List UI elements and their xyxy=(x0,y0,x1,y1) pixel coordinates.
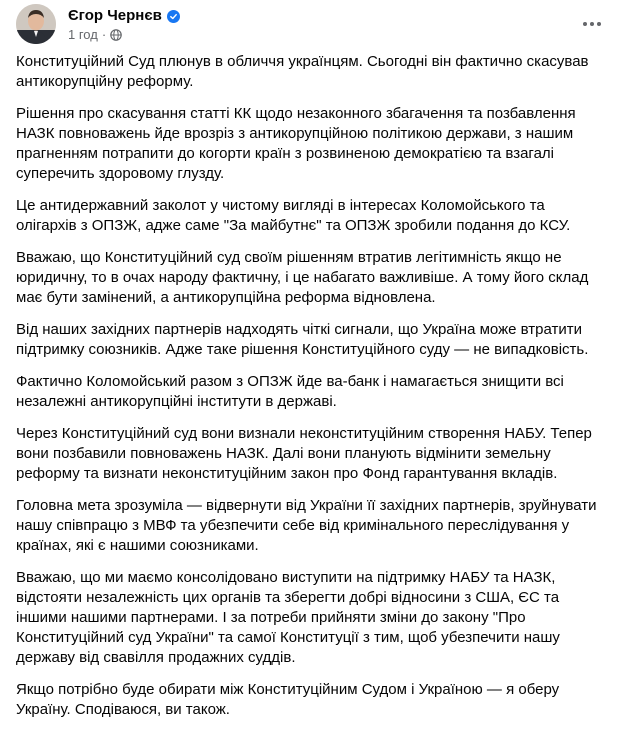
author-name[interactable]: Єгор Чернєв xyxy=(68,7,162,24)
globe-icon[interactable] xyxy=(110,29,122,41)
post-paragraph: Фактично Коломойський разом з ОПЗЖ йде ва-банк і намагається знищити всі незалежні антикорупційні інститути в державі. xyxy=(16,373,564,410)
avatar-image xyxy=(16,4,56,44)
author-row xyxy=(68,7,180,25)
meta-separator: · xyxy=(101,27,107,42)
post-paragraph: Головна мета зрозуміла — відвернути від України її західних партнерів, зруйнувати нашу співпрацю з МВФ та убезпечити себе від кримінального переслідування у країнах, які є нашими союзниками. xyxy=(16,497,597,554)
post-meta xyxy=(68,27,122,43)
post-paragraph: Від наших західних партнерів надходять чіткі сигнали, що Україна може втратити підтримку союзників. Адже таке рішення Конституційного суду — не випадковість. xyxy=(16,321,589,358)
post-paragraph: Через Конституційний суд вони визнали неконституційним створення НАБУ. Тепер вони позбавили повноважень НАЗК. Далі вони планують відмінити земельну реформу та визнати неконституційним закон про Фонд гарантування вкладів. xyxy=(16,425,592,482)
post-text xyxy=(16,52,606,732)
more-options-button[interactable] xyxy=(576,8,608,40)
avatar[interactable] xyxy=(16,4,56,44)
post-paragraph: Конституційний Суд плюнув в обличчя українцям. Сьогодні він фактично скасував антикорупційну реформу. xyxy=(16,53,589,90)
post-paragraph: Вважаю, що Конституційний суд своїм рішенням втратив легітимність якщо не юридичну, то в очах народу фактичну, і це набагато важливіше. А тому його склад має бути замінений, а антикорупційна реформа відновлена. xyxy=(16,249,589,306)
post-paragraph: Рішення про скасування статті КК щодо незаконного збагачення та позбавлення НАЗК повноважень йде врозріз з антикорупційною політикою держави, з нашим прагненням потрапити до когорти країн з розвиненою демократією та взагалі суперечить здоровому глузду. xyxy=(16,105,576,182)
post-header xyxy=(0,0,618,50)
post-paragraph: Це антидержавний заколот у чистому вигляді в інтересах Коломойського та олігархів з ОПЗЖ, адже саме "За майбутнє" та ОПЗЖ зробили подання до КСУ. xyxy=(16,197,571,234)
post-paragraph: Вважаю, що ми маємо консолідовано виступити на підтримку НАБУ та НАЗК, відстояти незалежність цих органів та зберегти добрі відносини з США, ЄС та іншими нашими партнерами. І за потреби прийняти зміни до закону "Про Конституційний суд України" та самої Конституції з тим, щоб убезпечити нашу державу від свавілля продажних суддів. xyxy=(16,569,560,666)
verified-badge-icon xyxy=(167,10,180,23)
post-paragraph: Якщо потрібно буде обирати між Конституційним Судом і Україною — я оберу Україну. Сподіваюся, ви також. xyxy=(16,681,560,718)
more-options-icon xyxy=(583,22,587,26)
post-timestamp[interactable]: 1 год xyxy=(68,27,98,42)
